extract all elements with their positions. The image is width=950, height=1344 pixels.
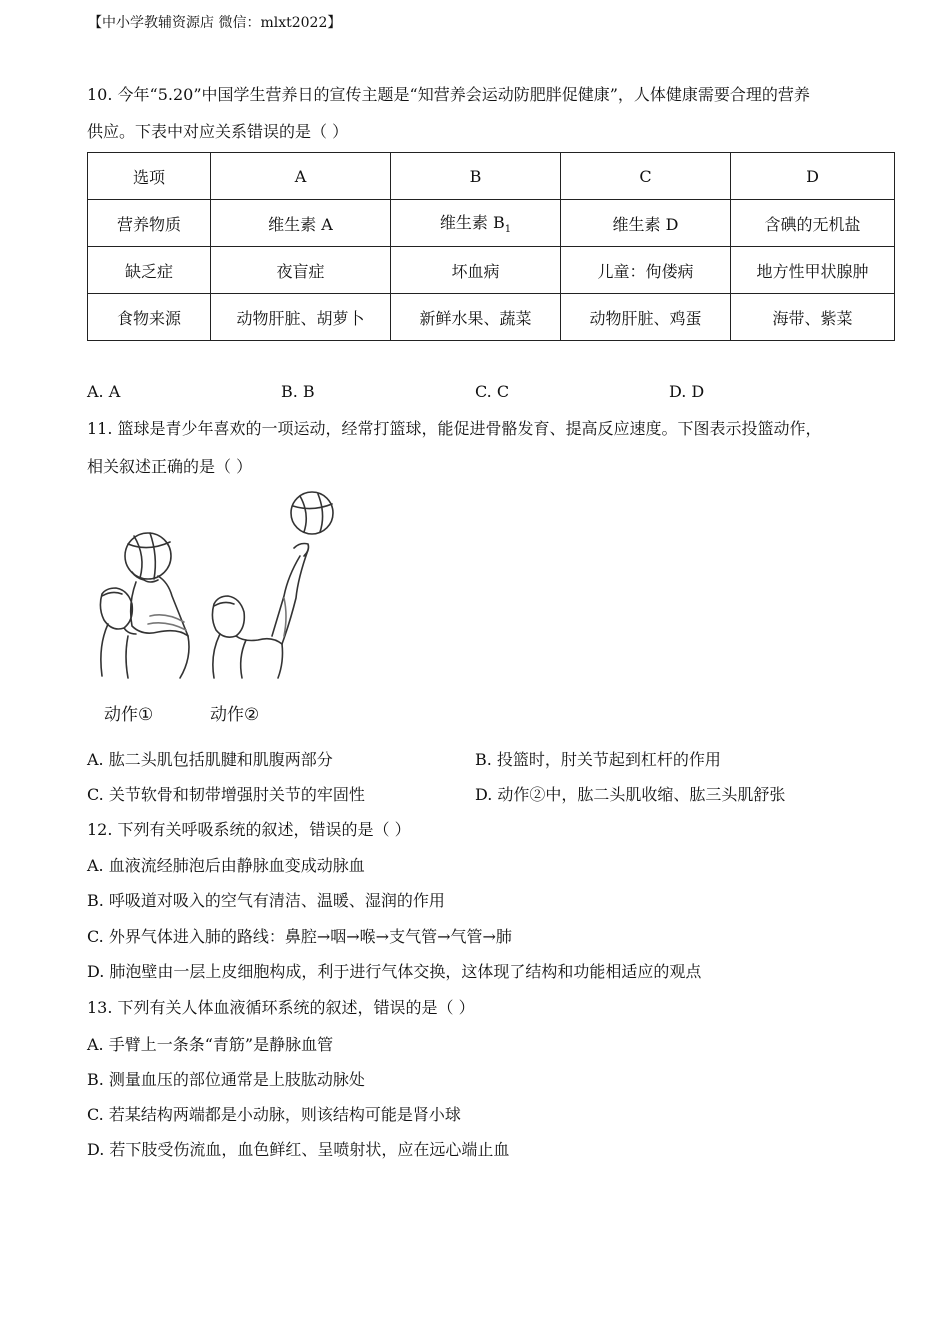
table-cell: 食物来源	[88, 294, 211, 341]
q10-stem-line2: 供应。下表中对应关系错误的是（ ）	[87, 122, 349, 141]
q11-option-c: C. 关节软骨和韧带增强肘关节的牢固性	[87, 785, 365, 804]
table-cell	[391, 200, 561, 247]
table-cell: 维生素 D	[561, 200, 731, 247]
table-cell: 地方性甲状腺肿	[731, 247, 895, 294]
table-cell: 夜盲症	[211, 247, 391, 294]
q10-option-a: A. A	[87, 382, 121, 401]
basketball-shooting-figure	[88, 486, 348, 736]
table-cell: 选项	[88, 153, 211, 200]
table-row	[88, 200, 895, 247]
nutrition-table	[87, 152, 895, 341]
table-cell: 缺乏症	[88, 247, 211, 294]
q11-stem-line2: 相关叙述正确的是（ ）	[87, 457, 253, 476]
vitamin-b-label: 维生素 B	[439, 213, 505, 233]
q11-option-b: B. 投篮时，肘关节起到杠杆的作用	[475, 750, 721, 769]
q10-option-c: C. C	[475, 382, 510, 401]
action-2-caption: 动作②	[210, 705, 260, 725]
page-header: 【中小学教辅资源店 微信：mlxt2022】	[88, 15, 342, 31]
table-cell: 海带、紫菜	[731, 294, 895, 341]
q10-stem-line1: 10. 今年“5.20”中国学生营养日的宣传主题是“知营养会运动防肥胖促健康”，人体健康需要合理的营养	[87, 85, 810, 104]
table-cell: D	[731, 153, 895, 200]
table-cell: C	[561, 153, 731, 200]
table-cell: 维生素 A	[211, 200, 391, 247]
q11-option-d: D. 动作②中，肱二头肌收缩、肱三头肌舒张	[475, 785, 786, 804]
q12-option-d: D. 肺泡壁由一层上皮细胞构成，利于进行气体交换，这体现了结构和功能相适应的观点	[87, 962, 702, 981]
action-2-figure	[212, 492, 333, 678]
q12-option-c: C. 外界气体进入肺的路线：鼻腔→咽→喉→支气管→气管→肺	[87, 927, 512, 946]
action-1-caption: 动作①	[104, 705, 154, 725]
table-row	[88, 153, 895, 200]
q11-stem-line1: 11. 篮球是青少年喜欢的一项运动，经常打篮球，能促进骨骼发育、提高反应速度。下图表示投篮动作，	[87, 419, 822, 438]
table-cell: B	[391, 153, 561, 200]
q13-option-d: D. 若下肢受伤流血，血色鲜红、呈喷射状，应在远心端止血	[87, 1140, 510, 1159]
q13-stem: 13. 下列有关人体血液循环系统的叙述，错误的是（ ）	[87, 998, 475, 1017]
q12-stem: 12. 下列有关呼吸系统的叙述，错误的是（ ）	[87, 820, 411, 839]
table-row	[88, 294, 895, 341]
q12-option-b: B. 呼吸道对吸入的空气有清洁、温暖、湿润的作用	[87, 891, 445, 910]
table-cell: 动物肝脏、鸡蛋	[561, 294, 731, 341]
q10-option-b: B. B	[281, 382, 315, 401]
q13-option-a: A. 手臂上一条条“青筋”是静脉血管	[87, 1035, 334, 1054]
table-row	[88, 247, 895, 294]
subscript-1: 1	[504, 224, 512, 236]
table-cell: A	[211, 153, 391, 200]
table-cell: 含碘的无机盐	[731, 200, 895, 247]
table-cell: 坏血病	[391, 247, 561, 294]
q12-option-a: A. 血液流经肺泡后由静脉血变成动脉血	[87, 856, 365, 875]
action-1-figure	[100, 533, 189, 678]
table-cell: 动物肝脏、胡萝卜	[211, 294, 391, 341]
table-cell: 新鲜水果、蔬菜	[391, 294, 561, 341]
table-cell: 营养物质	[88, 200, 211, 247]
q13-option-b: B. 测量血压的部位通常是上肢肱动脉处	[87, 1070, 365, 1089]
q10-option-d: D. D	[669, 382, 705, 401]
q13-option-c: C. 若某结构两端都是小动脉，则该结构可能是肾小球	[87, 1105, 461, 1124]
table-cell: 儿童：佝偻病	[561, 247, 731, 294]
q11-option-a: A. 肱二头肌包括肌腱和肌腹两部分	[87, 750, 333, 769]
